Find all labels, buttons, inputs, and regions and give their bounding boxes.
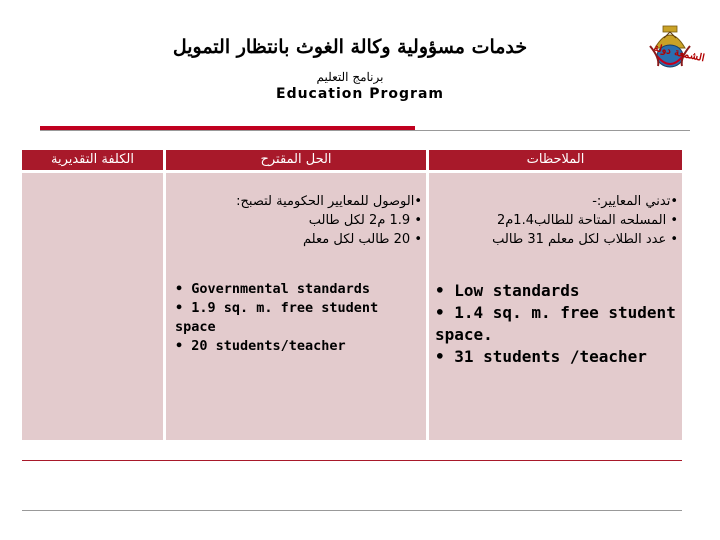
footer-divider bbox=[22, 510, 682, 511]
column-header-proposed-solution: الحل المقترح bbox=[166, 150, 426, 170]
column-divider bbox=[163, 150, 166, 440]
header-row-divider bbox=[22, 170, 682, 173]
column-divider bbox=[426, 150, 429, 440]
list-item: •الوصول للمعايير الحكومية لتصبح: bbox=[236, 194, 422, 209]
comparison-table bbox=[22, 150, 682, 440]
list-item: • Low standards bbox=[435, 281, 580, 300]
list-item: • 31 students /teacher bbox=[435, 347, 647, 366]
list-item: • 1.9 sq. m. free student space bbox=[175, 300, 379, 335]
column-header-estimated-cost: الكلفة التقديرية bbox=[22, 150, 163, 170]
list-item: • 1.9 م2 لكل طالب bbox=[308, 213, 422, 228]
notes-list-english bbox=[435, 280, 679, 368]
header-divider bbox=[40, 130, 690, 131]
slide-title: خدمات مسؤولية وكالة الغوث بانتظار التمويل bbox=[172, 36, 528, 58]
solution-list-arabic bbox=[172, 192, 422, 249]
list-item: • المسلحه المتاحة للطالب1.4م2 bbox=[496, 213, 678, 228]
list-item: • عدد الطلاب لكل معلم 31 طالب bbox=[492, 232, 678, 247]
list-item: • 20 طالب لكل معلم bbox=[303, 232, 422, 247]
notes-list-arabic bbox=[434, 192, 678, 249]
list-item: • 20 students/teacher bbox=[175, 338, 346, 354]
footer-divider-accent bbox=[22, 460, 682, 461]
list-item: •تدني المعايير:- bbox=[592, 194, 678, 209]
solution-list-english bbox=[175, 280, 420, 356]
program-name-arabic: برنامج التعليم bbox=[316, 70, 384, 84]
list-item: • Governmental standards bbox=[175, 281, 371, 297]
column-header-notes: الملاحظات bbox=[429, 150, 682, 170]
logo-caption: الشمعة دولة bbox=[652, 42, 706, 65]
list-item: • 1.4 sq. m. free student space. bbox=[435, 303, 676, 344]
program-name-english: Education Program bbox=[276, 86, 444, 102]
